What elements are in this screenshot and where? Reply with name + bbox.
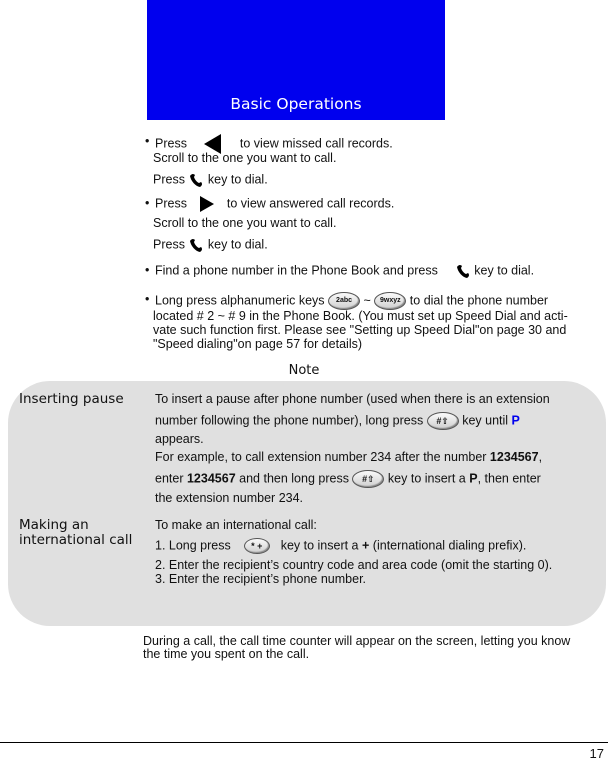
dial-instruction xyxy=(153,237,268,253)
note-label-inserting-pause: Inserting pause xyxy=(19,391,124,407)
bullet-text: Find a phone number in the Phone Book and press xyxy=(155,263,438,278)
note-text xyxy=(155,412,520,430)
note-text: 3. Enter the recipient’s phone number. xyxy=(155,572,367,586)
note-text: key to insert a xyxy=(280,538,359,553)
paragraph-call-timer: During a call, the call time counter will appear on the screen, letting you know xyxy=(143,634,571,648)
bullet-answered-calls xyxy=(155,196,394,212)
bullet-text: Long press alphanumeric keys xyxy=(155,293,325,308)
note-text: number following the phone number), long press xyxy=(155,413,424,428)
bullet-text: Press xyxy=(153,237,185,252)
note-text: To make an international call: xyxy=(155,518,317,532)
bullet-speed-dial xyxy=(155,292,548,310)
note-label-international-call xyxy=(19,518,132,548)
note-text: appears. xyxy=(155,432,204,446)
bullet-text: Press xyxy=(155,196,187,211)
note-text: 1. Long press xyxy=(155,538,231,553)
note-label-line: Making an xyxy=(19,517,89,533)
right-arrow-key-icon xyxy=(200,196,214,212)
note-text: To insert a pause after phone number (used when there is an extension xyxy=(155,392,550,406)
footer-rule xyxy=(0,742,608,743)
pause-symbol: P xyxy=(469,471,478,486)
note-title: Note xyxy=(288,363,320,378)
bullet-text: to view missed call records. xyxy=(239,136,393,151)
bullet-text: Scroll to the one you want to call. xyxy=(153,216,337,230)
note-text: the extension number 234. xyxy=(155,491,304,505)
hash-key-icon: #⇧ xyxy=(427,412,459,430)
note-text: key to insert a xyxy=(387,471,466,486)
example-number: 1234567 xyxy=(186,471,236,486)
plus-symbol: + xyxy=(362,538,370,553)
send-key-icon xyxy=(188,237,204,253)
bullet-text: vate such function first. Please see "Setting up Speed Dial"on page 30 and xyxy=(153,323,567,337)
pause-symbol: P xyxy=(511,413,520,428)
note-text: 2. Enter the recipient’s country code and area code (omit the starting 0). xyxy=(155,558,553,572)
note-text xyxy=(155,450,542,465)
page-number: 17 xyxy=(589,746,604,761)
chapter-title: Basic Operations xyxy=(230,95,362,113)
bullet-text: "Speed dialing"on page 57 for details) xyxy=(153,337,363,351)
chapter-banner xyxy=(147,0,445,120)
bullet-text: ~ xyxy=(363,293,371,308)
hash-key-icon: #⇧ xyxy=(352,470,384,488)
note-text: key until xyxy=(462,413,509,428)
bullet-text: Press xyxy=(153,172,185,187)
note-text: and then long press xyxy=(239,471,349,486)
note-text: , then enter xyxy=(477,471,541,486)
bullet-text: key to dial. xyxy=(474,263,535,278)
key-2-icon: 2abc xyxy=(328,292,360,310)
note-text: (international dialing prefix). xyxy=(372,538,527,553)
note-label-line: international call xyxy=(19,532,133,548)
bullet-text: key to dial. xyxy=(207,172,268,187)
note-text: For example, to call extension number 234 after the number xyxy=(155,450,487,464)
send-key-icon xyxy=(455,263,471,279)
note-text xyxy=(155,538,526,554)
bullet-phone-book xyxy=(155,263,534,279)
paragraph-call-timer: the time you spent on the call. xyxy=(143,647,310,661)
bullet-text: to view answered call records. xyxy=(226,196,395,211)
key-9-icon: 9wxyz xyxy=(374,292,406,310)
bullet-text: key to dial. xyxy=(207,237,268,252)
note-text xyxy=(155,470,541,488)
bullet-text: Press xyxy=(155,136,187,151)
bullet-text: located # 2 ~ # 9 in the Phone Book. (You must set up Speed Dial and acti- xyxy=(153,309,568,323)
note-text: , xyxy=(538,450,543,464)
bullet-text: Scroll to the one you want to call. xyxy=(153,151,337,165)
star-key-icon: * + xyxy=(244,538,270,554)
example-number: 1234567 xyxy=(489,450,539,464)
send-key-icon xyxy=(188,172,204,188)
dial-instruction xyxy=(153,172,268,188)
bullet-text: to dial the phone number xyxy=(409,293,549,308)
note-text: enter xyxy=(155,471,184,486)
